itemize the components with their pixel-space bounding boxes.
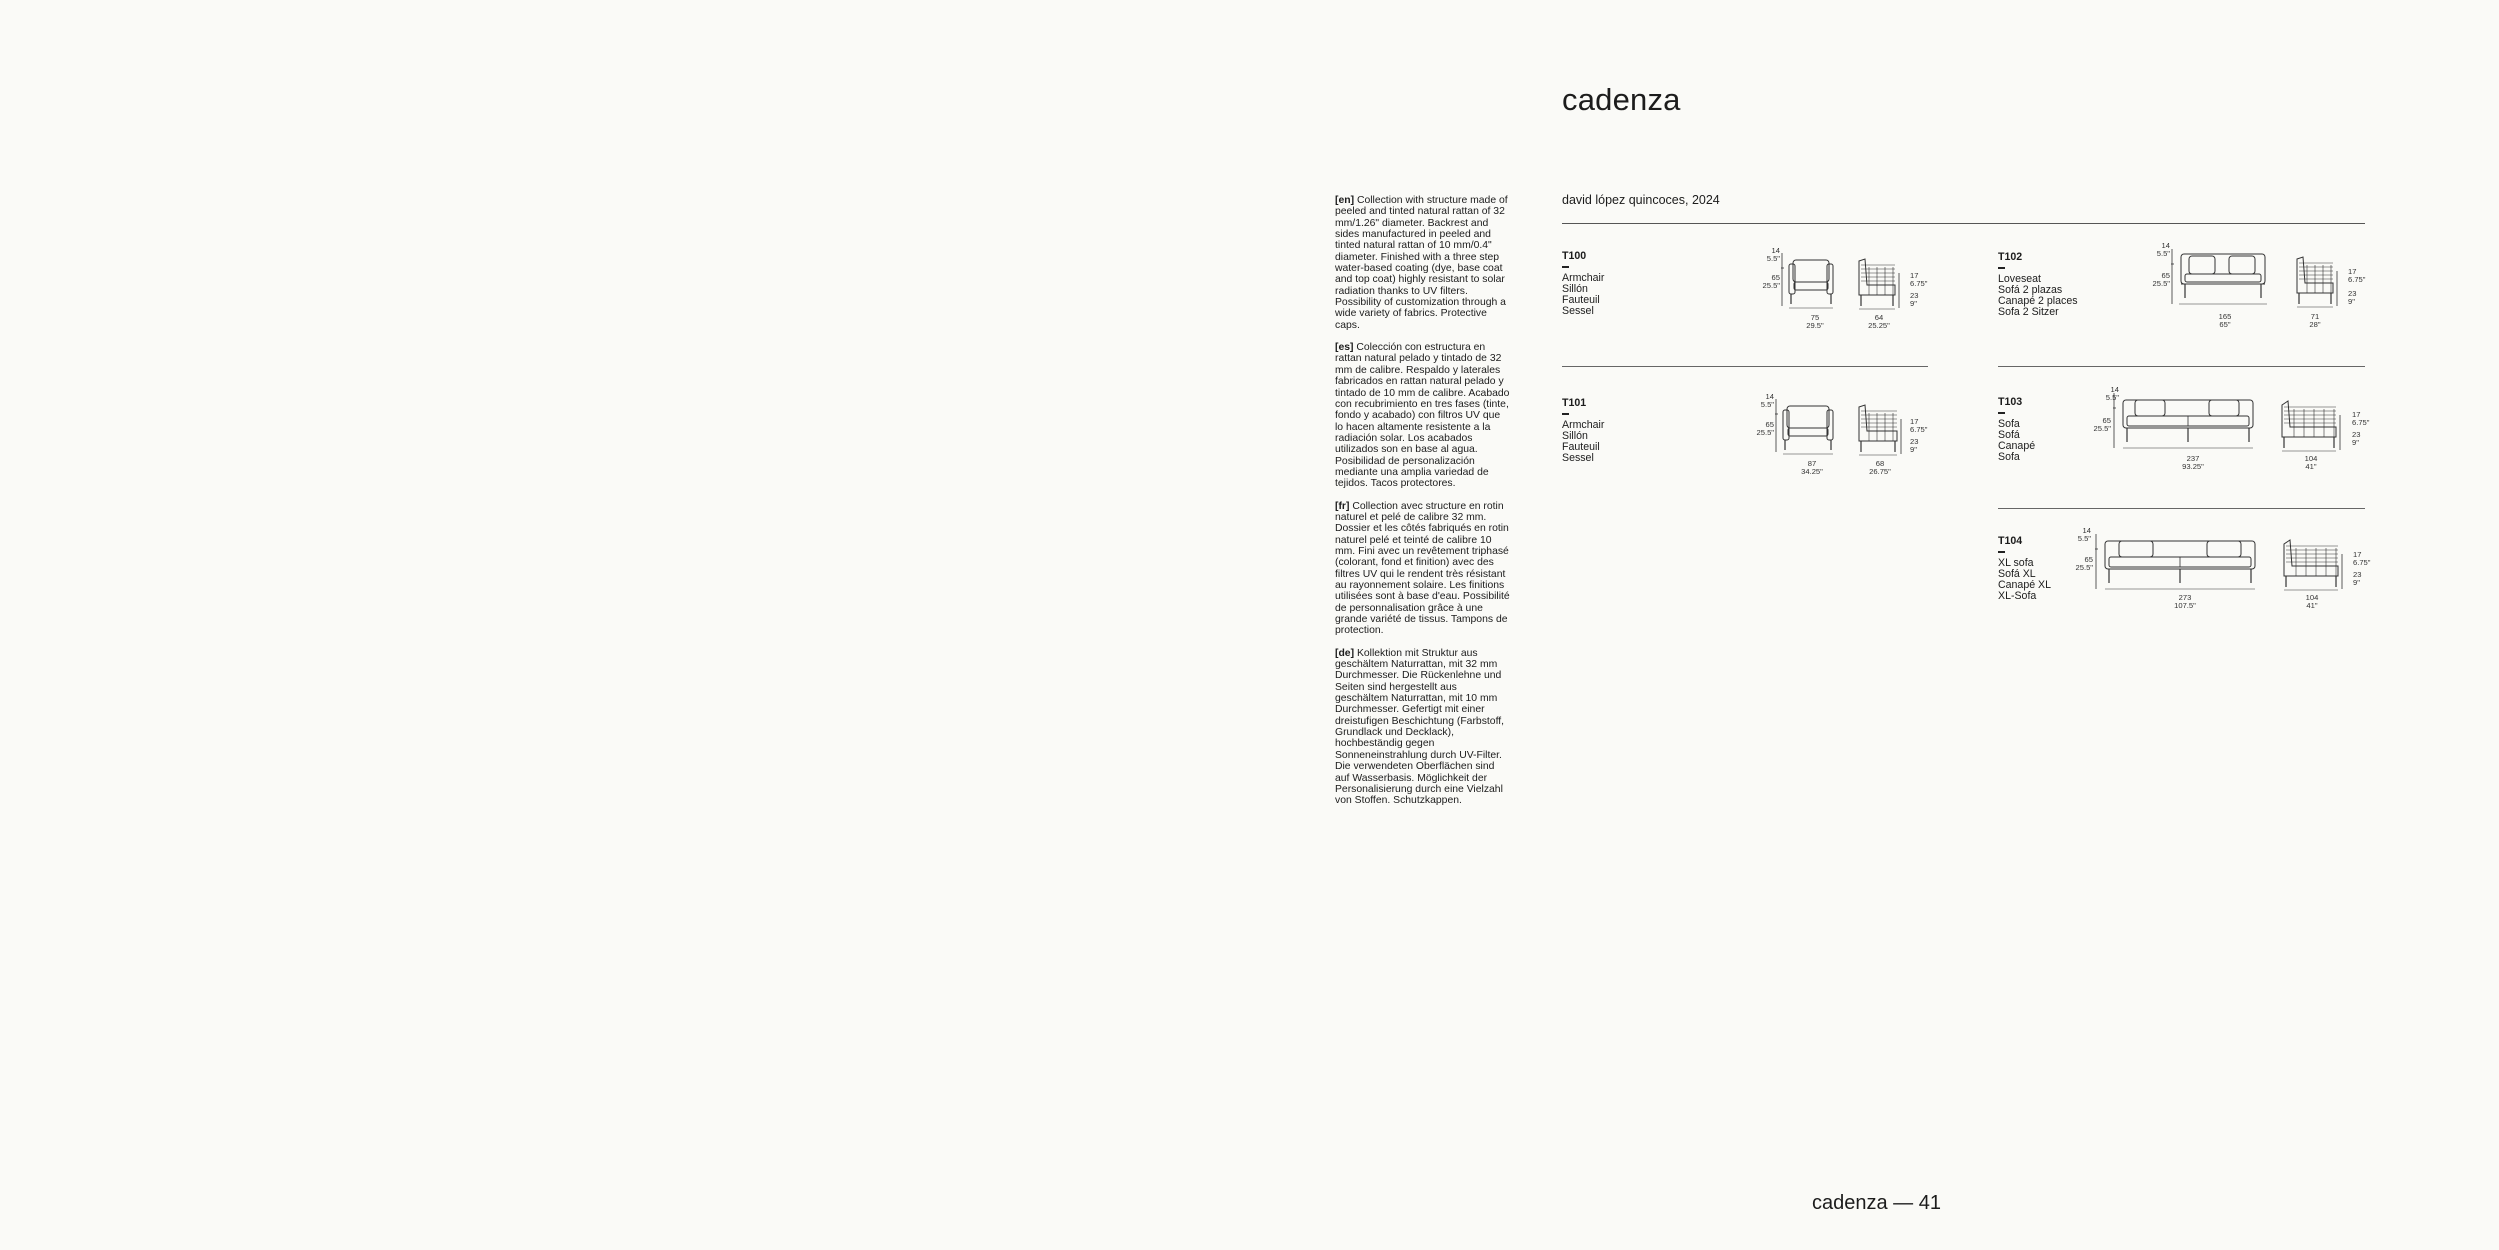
loveseat-side-drawing <box>2293 253 2341 308</box>
product-names <box>1998 274 2078 319</box>
dim-seat: 23 9" <box>2348 289 2357 307</box>
lang-tag-en: [en] <box>1335 195 1355 206</box>
dim-seat-top: 14 5.5" <box>1766 246 1780 264</box>
section-divider <box>1562 366 1928 367</box>
product-name-de: Sessel <box>1562 305 1594 318</box>
product-name-de: Sofa <box>1998 451 2020 464</box>
dim-front-width: 273 107.5" <box>2174 593 2196 611</box>
dim-total-height: 65 25.5" <box>1762 273 1780 291</box>
product-name-en: XL sofa <box>1998 556 2034 569</box>
code-dash <box>1562 266 1569 268</box>
product-names <box>1562 420 1604 465</box>
product-t102 <box>1998 251 2078 319</box>
product-names <box>1998 419 2035 464</box>
armchair-side-drawing <box>1855 401 1905 456</box>
dim-seat-top: 14 5.5" <box>2156 241 2170 259</box>
dim-total-height: 65 25.5" <box>2075 555 2093 573</box>
product-t103 <box>1998 396 2035 464</box>
sofa-front-drawing <box>2113 392 2263 452</box>
armchair-side-drawing <box>1855 255 1903 310</box>
dim-arm: 17 6.75" <box>2348 267 2366 285</box>
sofa-side-drawing <box>2278 397 2344 453</box>
product-name-de: XL-Sofa <box>1998 590 2037 603</box>
product-code: T100 <box>1562 250 1587 262</box>
dim-arm: 17 6.75" <box>2353 550 2371 568</box>
product-name-fr: Fauteuil <box>1562 441 1600 454</box>
description-es-text: Colección con estructura en rattan natural pelado y tintado de 32 mm de calibre. Respaldo y laterales fabricados en rattan natural pelado y tintado de 10 mm de calibre. Acabado con recubrimiento en tres fases (tinte, fondo y acabado) con filtros UV que lo hacen altamente resistente a la radiación solar. Los acabados utilizados son en base al agua. Posibilidad de personalización mediante una amplia variedad de tejidos. Tacos protectores. <box>1335 342 1510 490</box>
product-name-es: Sillón <box>1562 282 1588 295</box>
dim-front-width: 75 29.5" <box>1806 313 1824 331</box>
lang-tag-de: [de] <box>1335 647 1355 659</box>
section-divider <box>1998 508 2365 509</box>
dim-seat: 23 9" <box>1910 291 1919 309</box>
product-name-es: Sofá 2 plazas <box>1998 283 2063 296</box>
product-t104 <box>1998 535 2051 603</box>
product-name-en: Sofa <box>1998 417 2020 430</box>
description-fr-text: Collection avec structure en rotin naturel et pelé de calibre 32 mm. Dossier et les côtés fabriqués en rotin naturel pelé et teinté de calibre 10 mm. Fini avec un revêtement triphasé (colorant, fond et finition) avec des filtres UV qui le rendent très résistant au rayonnement solaire. Les finitions utilisées sont à base d'eau. Possibilité de personnalisation grâce à une grande variété de tissus. Tampons de protection. <box>1335 500 1510 637</box>
dim-arm: 17 6.75" <box>1910 417 1928 435</box>
designer-credit: david lópez quincoces, 2024 <box>1562 193 1720 207</box>
product-code: T101 <box>1562 397 1587 409</box>
dim-seat-top: 14 5.5" <box>2105 385 2119 403</box>
product-name-de: Sofa 2 Sitzer <box>1998 306 2059 319</box>
product-name-fr: Canapé XL <box>1998 579 2052 592</box>
dim-side-width: 64 25.25" <box>1868 313 1890 331</box>
product-name-en: Armchair <box>1562 418 1605 431</box>
product-t100 <box>1562 250 1604 318</box>
product-name-en: Armchair <box>1562 271 1605 284</box>
description-de <box>1335 648 1510 807</box>
product-names <box>1562 273 1604 318</box>
product-name-fr: Canapé <box>1998 440 2036 453</box>
code-dash <box>1998 267 2005 269</box>
lang-tag-fr: [fr] <box>1335 500 1350 512</box>
dim-front-width: 237 93.25" <box>2182 454 2204 472</box>
description-en <box>1335 195 1510 331</box>
dim-seat-top: 14 5.5" <box>1760 392 1774 410</box>
product-name-en: Loveseat <box>1998 272 2041 285</box>
header-divider <box>1562 223 2365 224</box>
code-dash <box>1998 551 2005 553</box>
product-name-es: Sillón <box>1562 429 1588 442</box>
dim-side-width: 71 28" <box>2309 312 2321 330</box>
product-name-es: Sofá XL <box>1998 567 2036 580</box>
dim-front-width: 165 65" <box>2218 312 2232 330</box>
description-column <box>1335 195 1510 818</box>
code-dash <box>1562 413 1569 415</box>
lang-tag-es: [es] <box>1335 342 1354 354</box>
dim-total-height: 65 25.5" <box>1756 420 1774 438</box>
product-code: T104 <box>1998 535 2023 547</box>
code-dash <box>1998 412 2005 414</box>
armchair-front-drawing <box>1775 398 1841 456</box>
dim-side-width: 104 41" <box>2304 454 2318 472</box>
dim-side-width: 104 41" <box>2305 593 2319 611</box>
product-names <box>1998 558 2051 603</box>
product-code: T102 <box>1998 251 2023 263</box>
product-name-fr: Fauteuil <box>1562 294 1600 307</box>
product-name-de: Sessel <box>1562 452 1594 465</box>
description-fr <box>1335 501 1510 637</box>
product-name-es: Sofá <box>1998 428 2020 441</box>
dim-front-width: 87 34.25" <box>1801 459 1823 477</box>
page-title: cadenza <box>1562 82 1681 117</box>
loveseat-front-drawing <box>2171 248 2275 308</box>
dim-seat: 23 9" <box>1910 437 1919 455</box>
dim-seat: 23 9" <box>2352 430 2361 448</box>
product-name-fr: Canapé 2 places <box>1998 295 2078 308</box>
dim-arm: 17 6.75" <box>2352 410 2370 428</box>
dim-arm: 17 6.75" <box>1910 271 1928 289</box>
dim-seat-top: 14 5.5" <box>2077 526 2091 544</box>
description-de-text: Kollektion mit Struktur aus geschältem Naturrattan, mit 32 mm Durchmesser. Die Rückenlehne und Seiten sind hergestellt aus geschältem Naturrattan, mit 10 mm Durchmesser. Gefertigt mit einer dreistufigen Beschichtung (Farbstoff, Grundlack und Decklack), hochbeständig gegen Sonneneinstrahlung durch UV-Filter. Die verwendeten Oberflächen sind auf Wasserbasis. Möglichkeit der Personalisierung durch eine Vielzahl von Stoffen. Schutzkappen. <box>1335 647 1505 807</box>
dim-total-height: 65 25.5" <box>2152 271 2170 289</box>
description-es <box>1335 342 1510 489</box>
product-t101 <box>1562 397 1604 465</box>
xl-sofa-front-drawing <box>2095 533 2265 593</box>
xl-sofa-side-drawing <box>2280 536 2346 592</box>
section-divider <box>1998 366 2365 367</box>
product-code: T103 <box>1998 396 2023 408</box>
dim-side-width: 68 26.75" <box>1869 459 1891 477</box>
armchair-front-drawing <box>1781 252 1841 310</box>
dim-seat: 23 9" <box>2353 570 2362 588</box>
dim-total-height: 65 25.5" <box>2093 416 2111 434</box>
description-en-text: Collection with structure made of peeled and tinted natural rattan of 32 mm/1.26" diameter. Backrest and sides manufactured in peeled and tinted natural rattan of 10 mm/0.4" diameter. Finished with a three step water-based coating (dye, base coat and top coat) highly resistant to solar radiation thanks to UV filters. Possibility of customization through a wide variety of fabrics. Protective caps. <box>1335 195 1508 331</box>
page-footer: cadenza — 41 <box>1812 1192 1941 1214</box>
